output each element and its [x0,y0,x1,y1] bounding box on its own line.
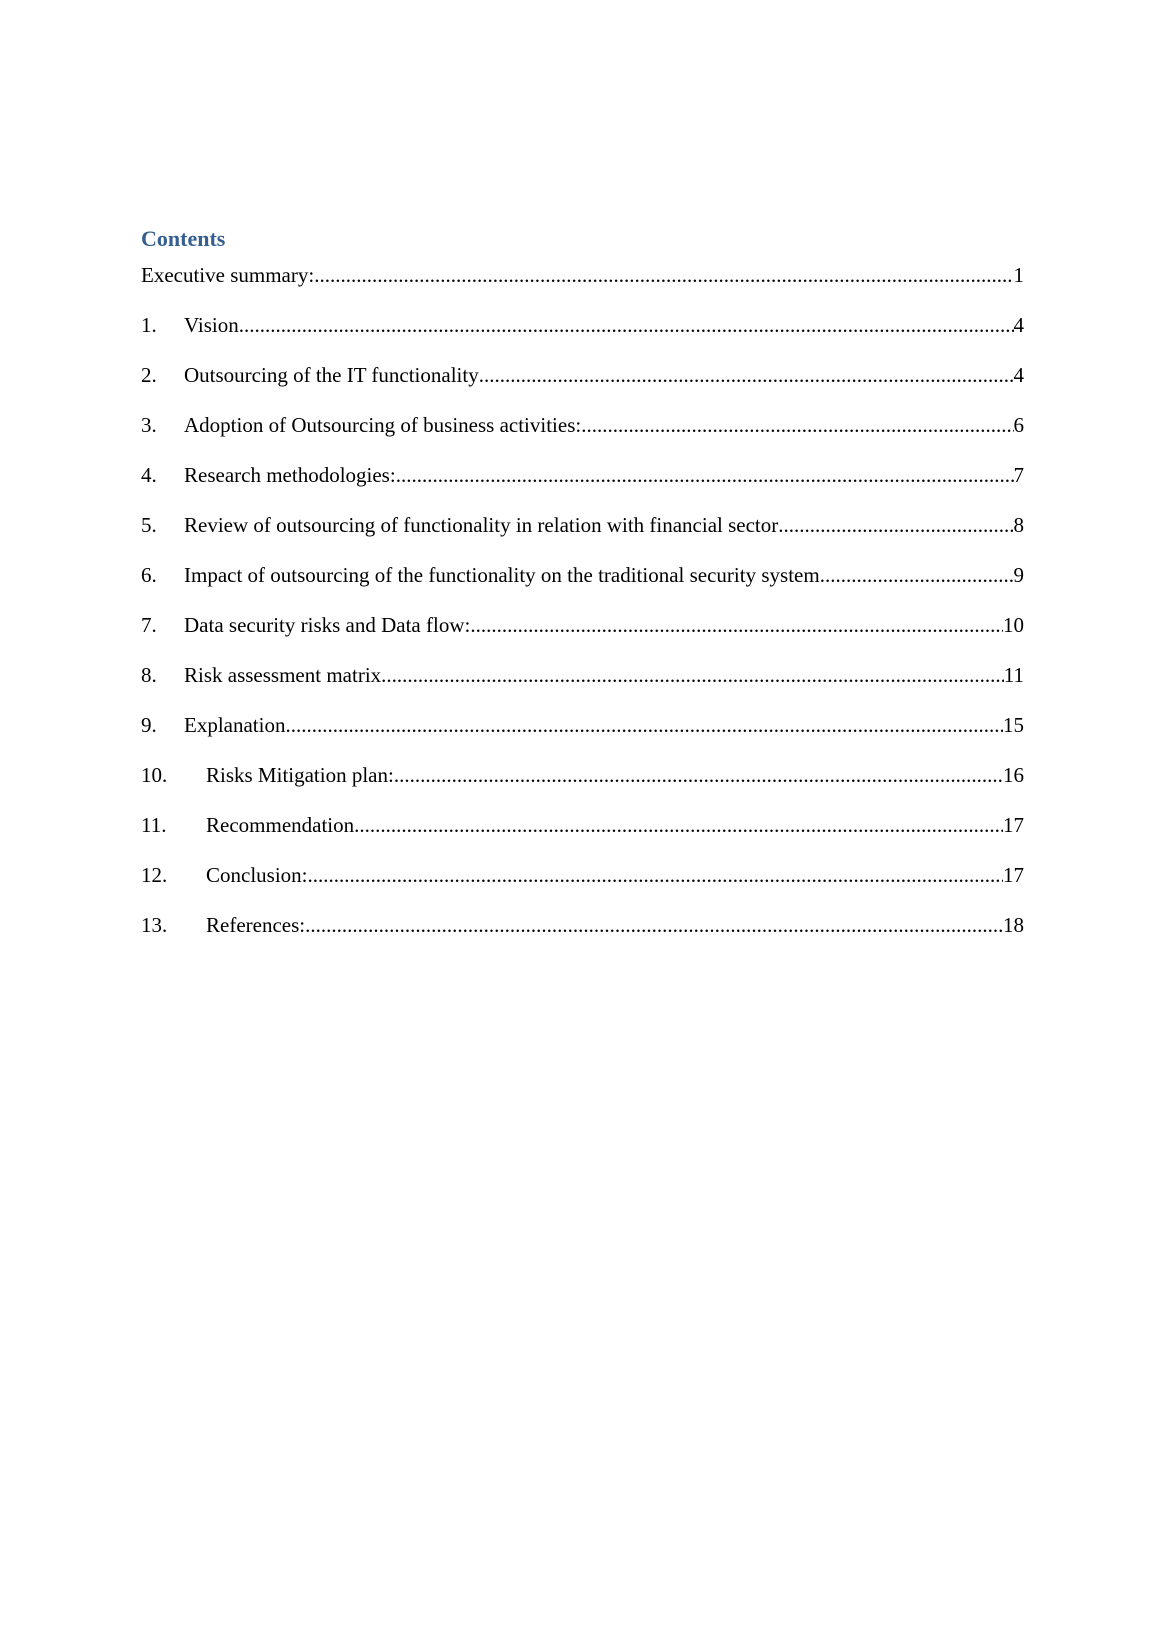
toc-entry-explanation[interactable] [141,712,1024,762]
toc-entry-number: 2. [141,363,157,387]
toc-entry-research[interactable] [141,462,1024,512]
toc-dot-leader [581,412,1013,438]
toc-dot-leader [285,712,1003,738]
toc-entry-title: References: [206,913,306,937]
toc-entry-title: Risk assessment matrix [184,663,382,687]
toc-entry-title: Impact of outsourcing of the functionality on the traditional security system [184,563,820,587]
toc-entry-vision[interactable] [141,312,1024,362]
toc-heading: Contents [141,226,226,251]
toc-entry-page: 1 [1013,263,1024,287]
toc-entry-page: 18 [1003,913,1024,937]
toc-entry-title: Adoption of Outsourcing of business activities: [184,413,582,437]
toc-entry-page: 10 [1003,613,1024,637]
toc-entry-title: Conclusion: [206,863,308,887]
toc-dot-leader [470,612,1003,638]
toc-entry-number: 3. [141,413,157,437]
toc-dot-leader [314,262,1013,288]
toc-entry-outsourcing-it[interactable] [141,362,1024,412]
toc-entry-page: 17 [1003,863,1024,887]
toc-entry-page: 9 [1013,563,1024,587]
toc-entry-risk-matrix[interactable] [141,662,1024,712]
toc-dot-leader [394,762,1003,788]
toc-entry-references[interactable] [141,912,1024,962]
toc-dot-leader [396,462,1014,488]
toc-entry-page: 17 [1003,813,1024,837]
toc-dot-leader [308,862,1003,888]
toc-entry-page: 15 [1003,713,1024,737]
toc-entry-title: Data security risks and Data flow: [184,613,471,637]
toc-entry-page: 4 [1013,313,1024,337]
toc-dot-leader [305,912,1003,938]
toc-entry-number: 1. [141,313,157,337]
toc-entry-page: 6 [1013,413,1024,437]
toc-dot-leader [239,312,1014,338]
toc-entry-number: 10. [141,763,168,787]
toc-entry-number: 4. [141,463,157,487]
toc-entry-number: 11. [141,813,167,837]
toc-entry-title: Executive summary: [141,263,315,287]
toc-entry-title: Vision [184,313,239,337]
toc-entry-page: 8 [1013,513,1024,537]
toc-entry-data-security[interactable] [141,612,1024,662]
toc-dot-leader [820,562,1014,588]
toc-dot-leader [354,812,1003,838]
toc-entry-number: 12. [141,863,168,887]
toc-entry-recommendation[interactable] [141,812,1024,862]
toc-entry-number: 13. [141,913,168,937]
toc-entry-page: 4 [1013,363,1024,387]
toc-entry-title: Research methodologies: [184,463,396,487]
toc-entry-title: Explanation [184,713,286,737]
toc-entry-executive-summary[interactable] [141,262,1024,312]
toc-entry-page: 16 [1003,763,1024,787]
toc-entry-title: Recommendation [206,813,355,837]
toc-entry-title: Outsourcing of the IT functionality [184,363,479,387]
toc-entry-number: 6. [141,563,157,587]
toc-entry-number: 5. [141,513,157,537]
table-of-contents [141,226,1024,962]
toc-dot-leader [381,662,1004,688]
toc-entry-adoption[interactable] [141,412,1024,462]
toc-entry-review[interactable] [141,512,1024,562]
toc-entry-title: Risks Mitigation plan: [206,763,394,787]
toc-dot-leader [479,362,1014,388]
toc-entry-title: Review of outsourcing of functionality in relation with financial sector [184,513,779,537]
toc-entry-conclusion[interactable] [141,862,1024,912]
toc-entry-page: 7 [1013,463,1024,487]
toc-entry-number: 8. [141,663,157,687]
toc-entry-page: 11 [1003,663,1024,687]
toc-entry-number: 7. [141,613,157,637]
toc-dot-leader [778,512,1013,538]
toc-entry-mitigation[interactable] [141,762,1024,812]
toc-entry-impact[interactable] [141,562,1024,612]
toc-entry-number: 9. [141,713,157,737]
